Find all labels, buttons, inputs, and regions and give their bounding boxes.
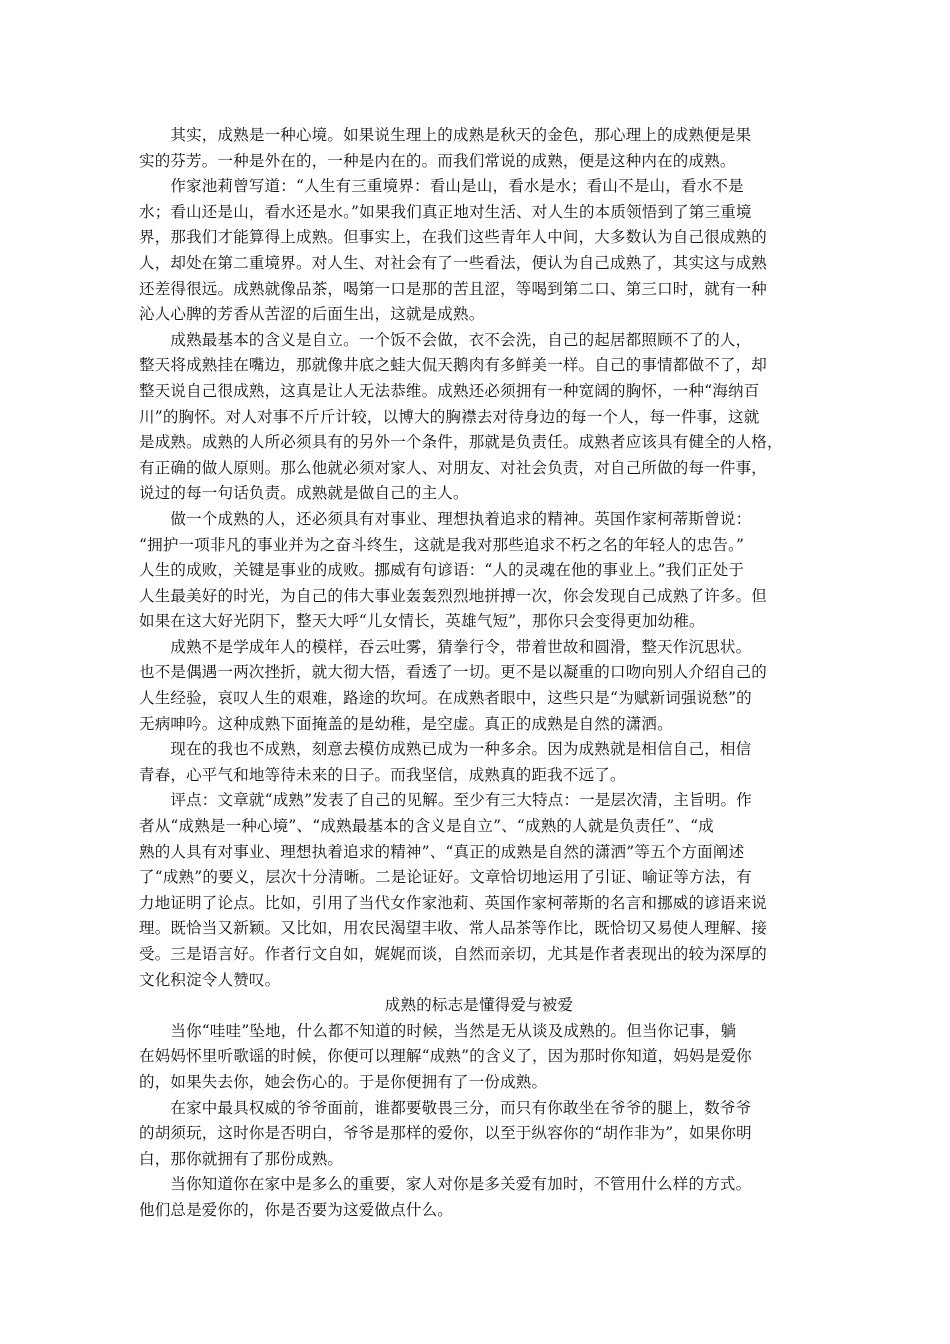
text-line: 在家中最具权威的爷爷面前，谁都要敬畏三分，而只有你敢坐在爷爷的腿上，数爷爷 bbox=[139, 1098, 752, 1117]
text-line: 成熟不是学成年人的模样，吞云吐雾，猜拳行令，带着世故和圆滑，整天作沉思状。 bbox=[139, 637, 752, 656]
text-line: 人生的成败，关键是事业的成败。挪威有句谚语：“人的灵魂在他的事业上。”我们正处于 bbox=[139, 561, 745, 580]
text-line: 其实，成熟是一种心境。如果说生理上的成熟是秋天的金色，那心理上的成熟便是果 bbox=[139, 126, 752, 144]
text-line: 熟的人具有对事业、理想执着追求的精神”、“真正的成熟是自然的潇洒”等五个方面阐述 bbox=[139, 842, 745, 861]
text-line: 做一个成熟的人，还必须具有对事业、理想执着追求的精神。英国作家柯蒂斯曾说： bbox=[139, 509, 752, 528]
text-line: 的胡须玩，这时你是否明白，爷爷是那样的爱你，以至于纵容你的“胡作非为”，如果你明 bbox=[139, 1124, 752, 1143]
text-line: 当你知道你在家中是多么的重要，家人对你是多关爱有加时，不管用什么样的方式。 bbox=[139, 1175, 752, 1194]
text-line: 沁人心脾的芳香从苦涩的后面生出，这就是成熟。 bbox=[139, 305, 485, 324]
text-line: 成熟最基本的含义是自立。一个饭不会做，衣不会洗，自己的起居都照顾不了的人， bbox=[139, 330, 752, 349]
document-page bbox=[139, 123, 819, 1224]
text-line: 在妈妈怀里听歌谣的时候，你便可以理解“成熟”的含义了，因为那时你知道，妈妈是爱你 bbox=[139, 1047, 752, 1066]
text-line: 实的芬芳。一种是外在的，一种是内在的。而我们常说的成熟，便是这种内在的成熟。 bbox=[139, 151, 736, 170]
text-line: “拥护一项非凡的事业并为之奋斗终生，这就是我对那些追求不朽之名的年轻人的忠告。” bbox=[139, 535, 745, 554]
text-line: 人生最美好的时光，为自己的伟大事业轰轰烈烈地拼搏一次，你会发现自己成熟了许多。但 bbox=[139, 586, 768, 605]
text-line: 作家池莉曾写道：“人生有三重境界：看山是山，看水是水；看山不是山，看水不是 bbox=[139, 177, 744, 196]
second-essay-title: 成熟的标志是懂得爱与被爱 bbox=[384, 996, 574, 1015]
text-line: 整天将成熟挂在嘴边，那就像井底之蛙大侃天鹅肉有多鲜美一样。自己的事情都做不了，却 bbox=[139, 356, 768, 375]
text-line: 评点：文章就“成熟”发表了自己的见解。至少有三大特点：一是层次清，主旨明。作 bbox=[139, 791, 752, 810]
text-line: 白，那你就拥有了那份成熟。 bbox=[139, 1149, 344, 1168]
text-line: 理。既恰当又新颖。又比如，用农民渴望丰收、常人品茶等作比，既恰切又易使人理解、接 bbox=[139, 919, 768, 938]
text-line: 无病呻吟。这种成熟下面掩盖的是幼稚，是空虚。真正的成熟是自然的潇洒。 bbox=[139, 714, 673, 733]
text-line: 有正确的做人原则。那么他就必须对家人、对朋友、对社会负责，对自己所做的每一件事， bbox=[139, 458, 768, 477]
second-essay-body bbox=[139, 1019, 819, 1224]
text-line: 还差得很远。成熟就像品茶，喝第一口是那的苦且涩，等喝到第二口、第三口时，就有一种 bbox=[139, 279, 768, 298]
text-line: 当你“哇哇”坠地，什么都不知道的时候，当然是无从谈及成熟的。但当你记事，躺 bbox=[139, 1021, 737, 1040]
text-line: 川”的胸怀。对人对事不斤斤计较，以博大的胸襟去对待身边的每一个人，每一件事，这就 bbox=[139, 407, 760, 426]
text-line: 现在的我也不成熟，刻意去模仿成熟已成为一种多余。因为成熟就是相信自己，相信 bbox=[139, 740, 752, 759]
text-line: 人生经验，哀叹人生的艰难，路途的坎坷。在成熟者眼中，这些只是“为赋新词强说愁”的 bbox=[139, 689, 752, 708]
text-line: 力地证明了论点。比如，引用了当代女作家池莉、英国作家柯蒂斯的名言和挪威的谚语来说 bbox=[139, 893, 768, 912]
text-line: 受。三是语言好。作者行文自如，娓娓而谈，自然而亲切，尤其是作者表现出的较为深厚的 bbox=[139, 945, 768, 963]
text-line: 是成熟。成熟的人所必须具有的另外一个条件，那就是负责任。成熟者应该具有健全的人格， bbox=[139, 433, 783, 452]
text-line: 他们总是爱你的，你是否要为这爱做点什么。 bbox=[139, 1200, 454, 1219]
text-line: 青春，心平气和地等待未来的日子。而我坚信，成熟真的距我不远了。 bbox=[139, 765, 626, 784]
text-line: 说过的每一句话负责。成熟就是做自己的主人。 bbox=[139, 484, 469, 503]
text-line: 者从“成熟是一种心境”、“成熟最基本的含义是自立”、“成熟的人就是负责任”、“成 bbox=[139, 817, 714, 836]
text-line: 水；看山还是山，看水还是水。”如果我们真正地对生活、对人生的本质领悟到了第三重境 bbox=[139, 202, 752, 221]
text-line: 整天说自己很成熟，这真是让人无法恭维。成熟还必须拥有一种宽阔的胸怀，一种“海纳百 bbox=[139, 381, 760, 400]
text-line: 如果在这大好光阴下，整天大呼“儿女情长，英雄气短”，那你只会变得更加幼稚。 bbox=[139, 612, 705, 631]
essay-body bbox=[139, 123, 819, 993]
text-line: 了“成熟”的要义，层次十分清晰。二是论证好。文章恰切地运用了引证、喻证等方法，有 bbox=[139, 868, 752, 887]
text-line: 人，却处在第二重境界。对人生、对社会有了一些看法，便认为自己成熟了，其实这与成熟 bbox=[139, 253, 768, 272]
text-line: 的，如果失去你，她会伤心的。于是你便拥有了一份成熟。 bbox=[139, 1072, 548, 1091]
text-line: 也不是偶遇一两次挫折，就大彻大悟，看透了一切。更不是以凝重的口吻向别人介绍自己的 bbox=[139, 663, 768, 682]
text-line: 文化积淀令人赞叹。 bbox=[139, 970, 281, 989]
text-line: 界，那我们才能算得上成熟。但事实上，在我们这些青年人中间，大多数认为自己很成熟的 bbox=[139, 228, 768, 247]
